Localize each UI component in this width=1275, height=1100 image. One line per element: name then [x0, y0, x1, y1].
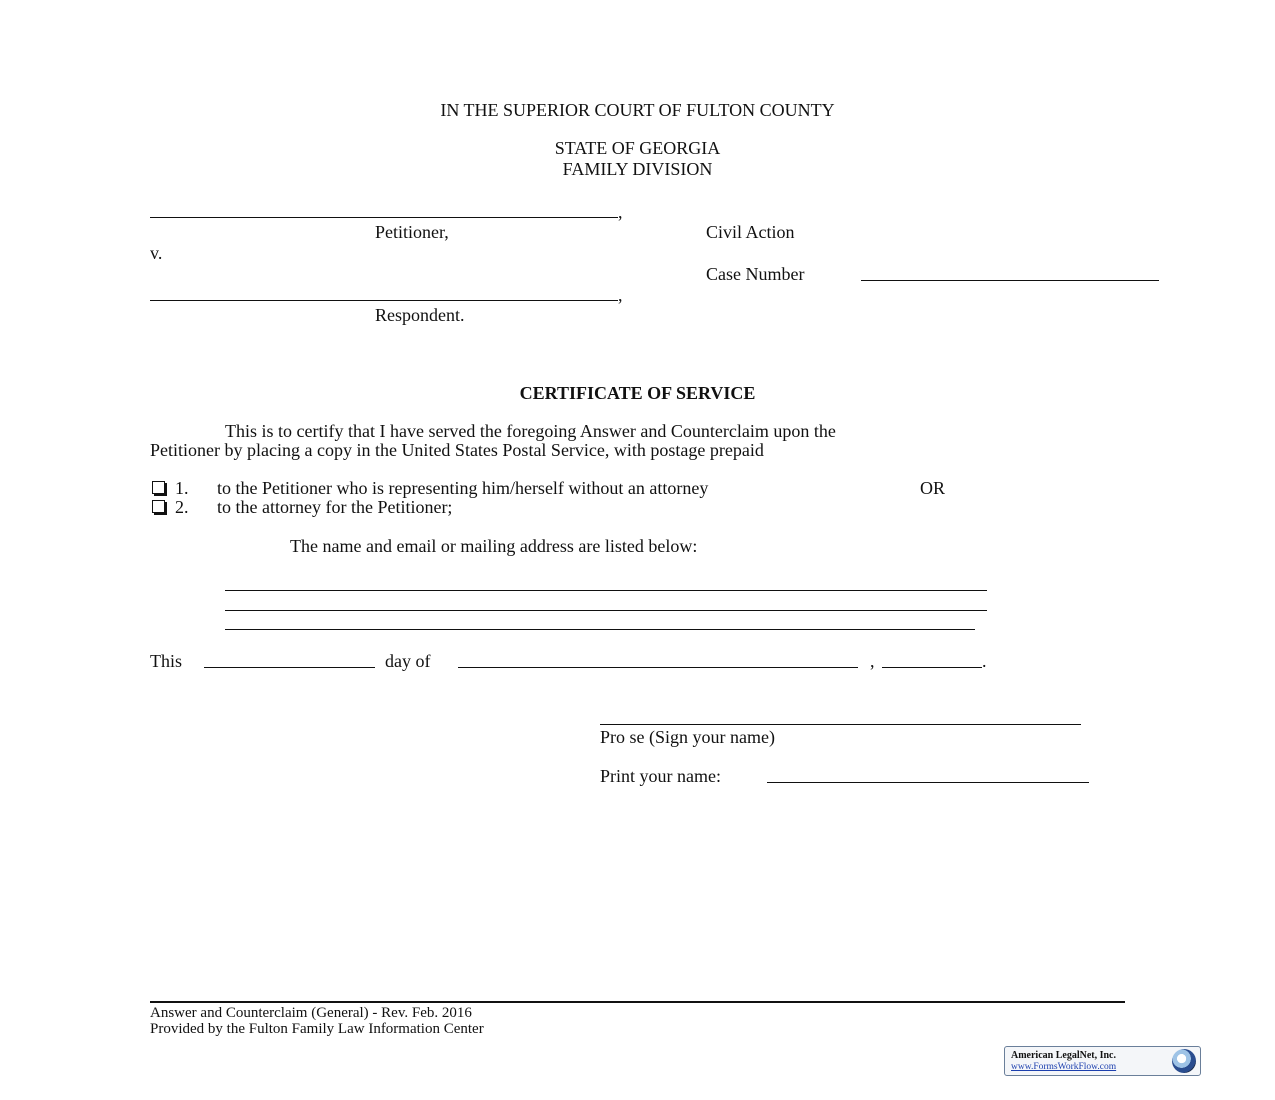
address-intro: The name and email or mailing address are listed below: — [290, 536, 698, 556]
option-1-text: to the Petitioner who is representing him/herself without an attorney — [217, 478, 709, 498]
print-name-line[interactable] — [767, 782, 1089, 783]
option-1-checkbox[interactable] — [152, 481, 165, 494]
legalnet-logo[interactable] — [1004, 1046, 1201, 1076]
case-number-line[interactable] — [861, 280, 1159, 281]
option-2-checkbox[interactable] — [152, 500, 165, 513]
division-title: FAMILY DIVISION — [562, 159, 713, 179]
versus-label: v. — [150, 243, 163, 263]
case-number-label: Case Number — [706, 264, 805, 284]
option-2 — [152, 497, 189, 517]
option-1 — [152, 478, 189, 498]
petitioner-comma: , — [618, 202, 623, 222]
respondent-label: Respondent. — [375, 305, 465, 325]
date-comma: , — [870, 651, 875, 671]
address-line-1[interactable] — [225, 590, 987, 591]
address-line-3[interactable] — [225, 629, 975, 630]
petitioner-label: Petitioner, — [375, 222, 449, 242]
option-1-number: 1. — [175, 478, 189, 498]
footer-form-name: Answer and Counterclaim (General) - Rev. Feb. 2016 — [150, 1005, 472, 1021]
state-title: STATE OF GEORGIA — [554, 138, 721, 158]
court-title: IN THE SUPERIOR COURT OF FULTON COUNTY — [440, 100, 835, 120]
footer-rule — [150, 1001, 1125, 1003]
signature-line[interactable] — [600, 724, 1081, 725]
day-line[interactable] — [204, 667, 375, 668]
month-line[interactable] — [458, 667, 858, 668]
logo-company: American LegalNet, Inc. — [1011, 1050, 1116, 1061]
globe-icon — [1172, 1049, 1196, 1073]
pro-se-label: Pro se (Sign your name) — [600, 727, 775, 747]
year-line[interactable] — [882, 667, 982, 668]
address-line-2[interactable] — [225, 610, 987, 611]
day-of-label: day of — [385, 651, 431, 671]
certificate-body-line1: This is to certify that I have served the foregoing Answer and Counterclaim upon the — [225, 421, 836, 441]
footer-provider: Provided by the Fulton Family Law Information Center — [150, 1021, 484, 1037]
civil-action-label: Civil Action — [706, 222, 795, 242]
option-1-or: OR — [920, 478, 946, 498]
logo-url-link[interactable]: www.FormsWorkFlow.com — [1011, 1062, 1117, 1072]
certificate-title: CERTIFICATE OF SERVICE — [519, 383, 756, 403]
option-2-number: 2. — [175, 497, 189, 517]
print-name-label: Print your name: — [600, 766, 721, 786]
respondent-comma: , — [618, 285, 623, 305]
option-2-text: to the attorney for the Petitioner; — [217, 497, 453, 517]
certificate-body-line2: Petitioner by placing a copy in the United States Postal Service, with postage prepaid — [150, 440, 764, 460]
respondent-name-line[interactable] — [150, 300, 618, 301]
date-this-label: This — [150, 651, 183, 671]
date-period: . — [982, 651, 987, 671]
petitioner-name-line[interactable] — [150, 217, 618, 218]
